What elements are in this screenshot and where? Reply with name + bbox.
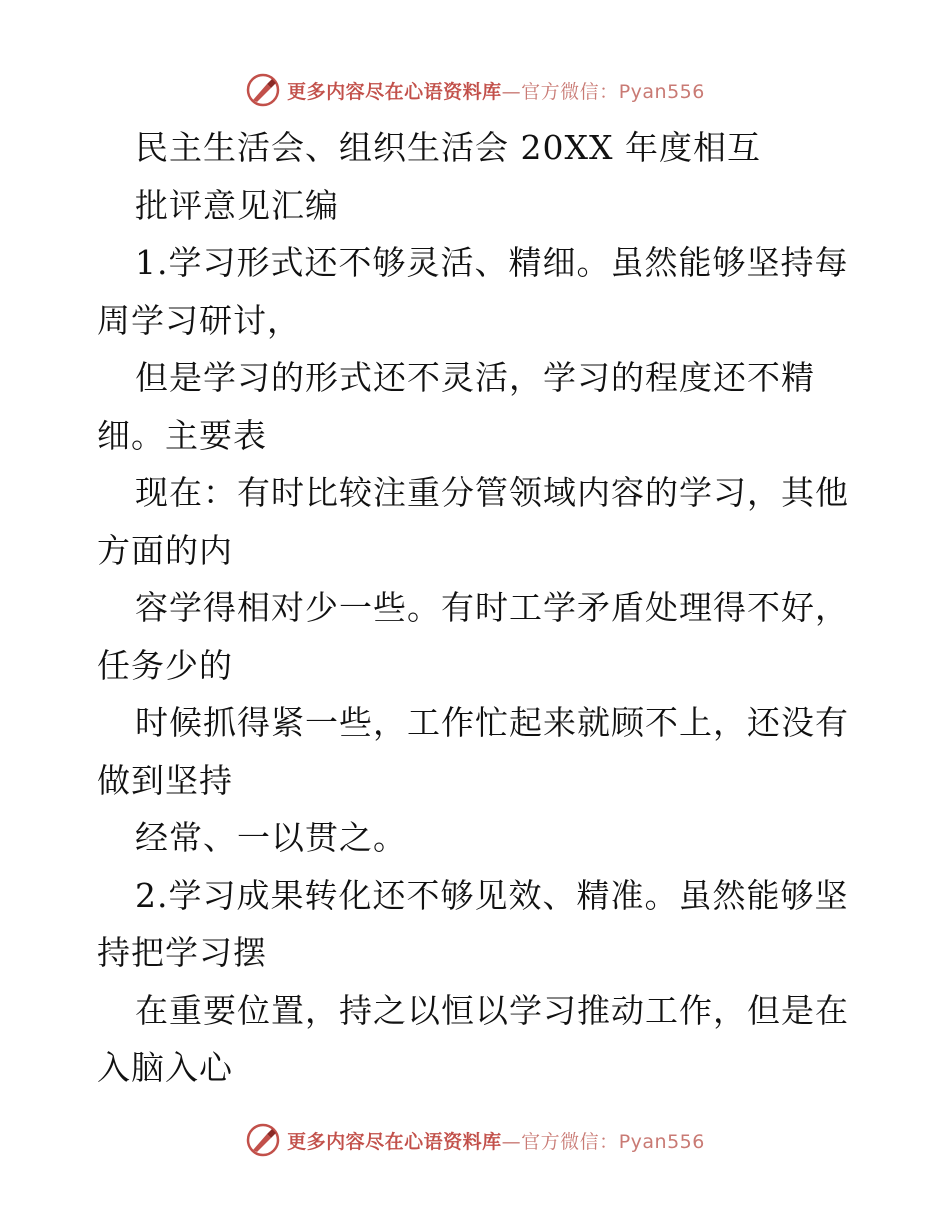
text-line: 细。主要表: [97, 415, 267, 455]
watermark-text: 更多内容尽在心语资料库—官方微信：Pyan556: [287, 80, 705, 103]
footer-watermark: [0, 1120, 950, 1160]
text-line: 经常、一以贯之。: [135, 818, 407, 857]
text-line: 做到坚持: [97, 760, 233, 800]
text-line: 时候抓得紧一些，工作忙起来就顾不上，还没有: [135, 703, 849, 742]
text-line: 周学习研讨，: [97, 300, 301, 340]
pen-logo-icon: [245, 1122, 281, 1158]
text-line: 2.学习成果转化还不够见效、精准。虽然能够坚: [135, 875, 849, 915]
text-line: 但是学习的形式还不灵活，学习的程度还不精: [135, 358, 815, 397]
text-line: 1.学习形式还不够灵活、精细。虽然能够坚持每: [135, 243, 849, 282]
text-line: 民主生活会、组织生活会 20XX 年度相互: [135, 128, 761, 167]
text-line: 任务少的: [97, 645, 233, 685]
text-line: 在重要位置，持之以恒以学习推动工作，但是在: [135, 990, 849, 1030]
text-line: 方面的内: [97, 530, 233, 570]
text-line: 现在：有时比较注重分管领域内容的学习，其他: [135, 473, 849, 512]
header-watermark: [0, 70, 950, 110]
watermark-text: 更多内容尽在心语资料库—官方微信：Pyan556: [287, 1130, 705, 1153]
pen-logo-icon: [245, 72, 281, 108]
text-line: 批评意见汇编: [135, 185, 339, 225]
text-line: 入脑入心: [97, 1048, 233, 1087]
text-line: 持把学习摆: [97, 933, 267, 972]
text-line: 容学得相对少一些。有时工学矛盾处理得不好，: [135, 588, 849, 627]
document-body: [97, 119, 857, 1097]
